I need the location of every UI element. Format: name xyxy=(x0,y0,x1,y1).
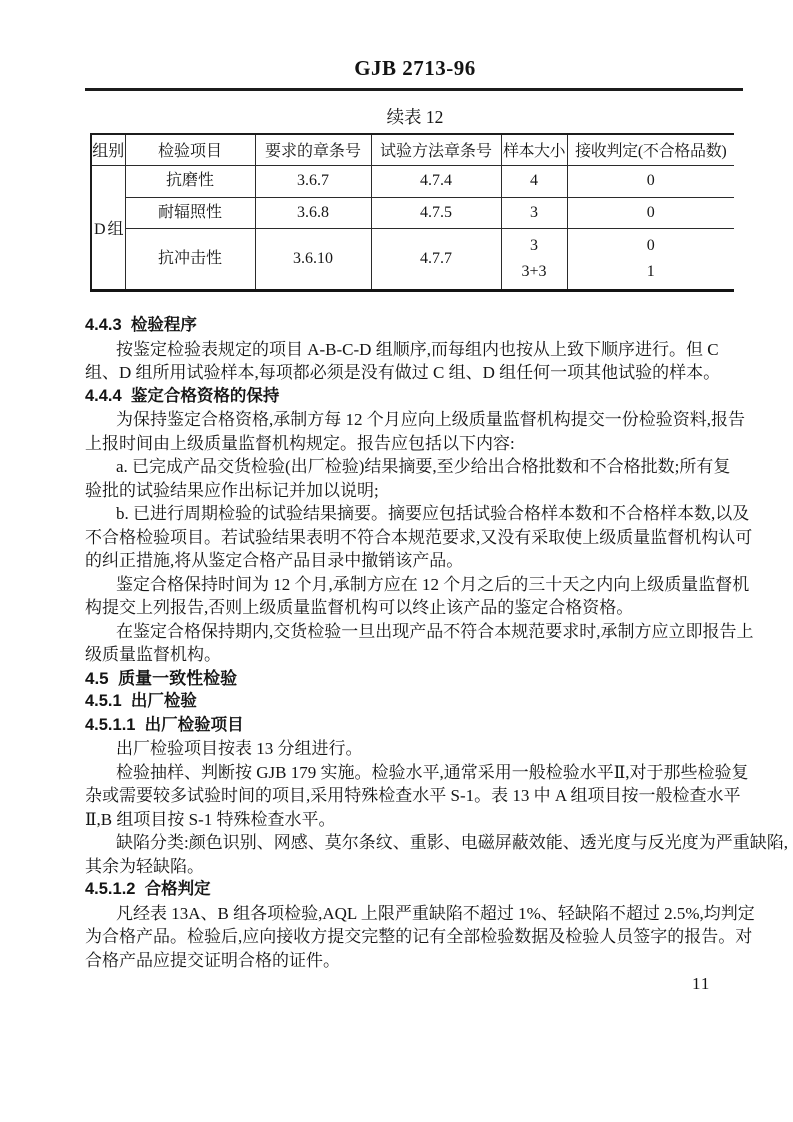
table-header-cell: 组别 xyxy=(91,134,125,165)
accept-criteria-cell: 0 1 xyxy=(567,228,734,290)
requirement-clause-cell: 3.6.7 xyxy=(255,165,371,197)
clause-heading: 4.5.1.2 合格判定 xyxy=(85,880,211,898)
accept-criteria-cell: 0 xyxy=(567,165,734,197)
paragraph-line: 上报时间由上级质量监督机构规定。报告应包括以下内容: xyxy=(85,433,515,453)
paragraph-line: 按鉴定检验表规定的项目 A-B-C-D 组顺序,而每组内也按从上致下顺序进行。但 C xyxy=(116,339,719,359)
accept-criteria-cell: 0 xyxy=(567,197,734,228)
table-header-cell: 要求的章条号 xyxy=(255,134,371,165)
table-header-cell: 样本大小 xyxy=(501,134,567,165)
paragraph-line: a. 已完成产品交货检验(出厂检验)结果摘要,至少给出合格批数和不合格批数;所有复 xyxy=(116,457,731,476)
table-row xyxy=(91,165,734,197)
paragraph-line: Ⅱ,B 组项目按 S-1 特殊检查水平。 xyxy=(85,809,336,829)
paragraph-line: 合格产品应提交证明合格的证件。 xyxy=(85,950,340,970)
paragraph-line: 的纠正措施,将从鉴定合格产品目录中撤销该产品。 xyxy=(85,551,464,570)
requirement-clause-cell: 3.6.8 xyxy=(255,197,371,228)
paragraph-line: 为保持鉴定合格资格,承制方每 12 个月应向上级质量监督机构提交一份检验资料,报告 xyxy=(116,410,745,429)
document-body xyxy=(85,314,788,972)
clause-heading: 4.5.1 出厂检验 xyxy=(85,692,197,710)
paragraph-line: 缺陷分类:颜色识别、网感、莫尔条纹、重影、电磁屏蔽效能、透光度与反光度为严重缺陷, xyxy=(116,833,788,852)
sample-size-cell: 3 xyxy=(501,197,567,228)
test-method-clause-cell: 4.7.4 xyxy=(371,165,501,197)
test-method-clause-cell: 4.7.5 xyxy=(371,197,501,228)
table-header-cell: 接收判定(不合格品数) xyxy=(567,134,734,165)
group-cell: D 组 xyxy=(91,165,125,290)
table-header-cell: 试验方法章条号 xyxy=(371,134,501,165)
table-row xyxy=(91,197,734,228)
paragraph-line: 出厂检验项目按表 13 分组进行。 xyxy=(116,739,363,758)
paragraph-line: 为合格产品。检验后,应向接收方提交完整的记有全部检验数据及检验人员签字的报告。对 xyxy=(85,927,753,946)
paragraph-line: 其余为轻缺陷。 xyxy=(85,856,204,876)
table-header-cell: 检验项目 xyxy=(125,134,255,165)
item-cell: 抗磨性 xyxy=(125,165,255,197)
sample-size-cell: 3 3+3 xyxy=(501,228,567,290)
item-cell: 抗冲击性 xyxy=(125,228,255,290)
paragraph-line: 级质量监督机构。 xyxy=(85,645,221,664)
paragraph-line: 检验抽样、判断按 GJB 179 实施。检验水平,通常采用一般检验水平Ⅱ,对于那些检验复 xyxy=(116,762,749,782)
paragraph-line: 不合格检验项目。若试验结果表明不符合本规范要求,又没有采取使上级质量监督机构认可 xyxy=(85,527,753,547)
paragraph-line: b. 已进行周期检验的试验结果摘要。摘要应包括试验合格样本数和不合格样本数,以及 xyxy=(116,504,750,523)
page-number: 11 xyxy=(692,974,711,993)
standard-number: GJB 2713-96 xyxy=(354,56,476,80)
item-cell: 耐辐照性 xyxy=(125,197,255,228)
requirement-clause-cell: 3.6.10 xyxy=(255,228,371,290)
paragraph-line: 鉴定合格保持时间为 12 个月,承制方应在 12 个月之后的三十天之内向上级质量监督机 xyxy=(116,574,750,594)
table-body xyxy=(91,165,734,290)
inspection-table-container xyxy=(90,133,734,292)
sample-size-cell: 4 xyxy=(501,165,567,197)
paragraph-line: 组、D 组所用试验样本,每项都必须是没有做过 C 组、D 组任何一项其他试验的样本。 xyxy=(85,363,721,382)
table-header-row xyxy=(91,134,734,165)
header-rule xyxy=(85,88,743,91)
paragraph-line: 在鉴定合格保持期内,交货检验一旦出现产品不符合本规范要求时,承制方应立即报告上 xyxy=(116,621,754,641)
test-method-clause-cell: 4.7.7 xyxy=(371,228,501,290)
clause-heading: 4.4.3 检验程序 xyxy=(85,316,197,334)
table-row xyxy=(91,228,734,290)
clause-heading: 4.4.4 鉴定合格资格的保持 xyxy=(85,386,280,405)
clause-heading: 4.5.1.1 出厂检验项目 xyxy=(85,715,244,734)
paragraph-line: 凡经表 13A、B 组各项检验,AQL 上限严重缺陷不超过 1%、轻缺陷不超过 2.5%,均判定 xyxy=(116,903,755,923)
table-caption: 续表 12 xyxy=(386,107,444,127)
inspection-table xyxy=(90,133,734,292)
clause-heading: 4.5 质量一致性检验 xyxy=(85,668,238,688)
paragraph-line: 验批的试验结果应作出标记并加以说明; xyxy=(85,480,379,500)
paragraph-line: 构提交上列报告,否则上级质量监督机构可以终止该产品的鉴定合格资格。 xyxy=(85,598,634,617)
paragraph-line: 杂或需要较多试验时间的项目,采用特殊检查水平 S-1。表 13 中 A 组项目按一般检查水平 xyxy=(85,786,741,805)
